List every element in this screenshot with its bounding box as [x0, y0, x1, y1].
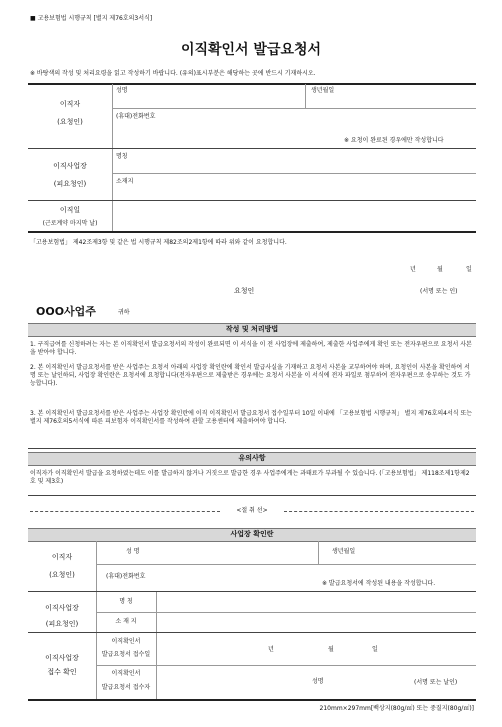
confirm-applicant-sublabel: (요청인): [49, 571, 75, 579]
row-divider: [112, 173, 476, 174]
method-bottom-border: [28, 448, 476, 449]
employer-sublabel: (피요청인): [53, 180, 87, 188]
instruction-text: ※ 바탕색의 작성 및 처리요령을 읽고 작성하기 바랍니다. (유의)표시부분은 해당하는 곳에 반드시 기재하시오.: [30, 70, 316, 77]
row-divider: [96, 564, 476, 565]
date-year: 년: [410, 266, 416, 273]
confirm-emp-addr-field[interactable]: [160, 614, 472, 630]
confirm-field-divider: [156, 592, 157, 699]
confirm-phone-field[interactable]: (휴대)전화번호: [106, 573, 146, 580]
method-item-1: 1. 구직급여를 신청하려는 자는 본 이직확인서 발급요청서의 작성이 완료되면 이 서식을 이 전 사업장에 제출하여, 제출한 사업주에게 확인 또는 전자우편으로 요청서 사본을 받아야 합니다.: [30, 341, 472, 356]
applicant-name-field[interactable]: 성명: [116, 87, 128, 94]
signature-field[interactable]: (서명 또는 인): [420, 288, 458, 295]
name-birth-divider: [305, 84, 306, 108]
cut-line-left: [30, 511, 220, 512]
caution-bottom-border: [28, 495, 476, 496]
applicant-sublabel: (요청인): [57, 118, 83, 126]
applicant-label: 이직자: [59, 100, 81, 108]
method-item-2: 2. 본 이직확인서 발급요청서를 받은 사업주는 요청서 아래의 사업장 확인란에 확인서 발급사실을 기재하고 요청서 사본을 교부하여야 하며, 요청인이 사본을 확인하여 서명 또는 날인하되, 사업장 확인란은 요청서에 요청합니다(전자우편으로 제출받은 경우에는 요청서 사본을 이 서식에 전자 파일로 첨부하여 전자우편으로 송부하는 것도 가능합니다).: [30, 364, 471, 387]
receipt-person-name[interactable]: 성명: [312, 678, 324, 685]
confirm-emp-addr-label: 소 재 지: [115, 618, 137, 625]
row-divider: [112, 108, 476, 109]
page-title: 이직확인서 발급요청서: [180, 42, 322, 58]
paper-spec: 210mm×297mm[백상지(80g/㎡) 또는 중질지(80g/㎡)]: [319, 705, 474, 712]
applicant-birth-field[interactable]: 생년월일: [311, 87, 335, 94]
confirm-bottom-border: [28, 699, 476, 701]
cut-line-label: <절 취 선>: [236, 507, 268, 514]
leave-date-sublabel: (근로계약 마지막 날): [42, 220, 98, 227]
section-divider: [28, 200, 476, 201]
employer-address-field[interactable]: 소재지: [116, 178, 134, 185]
receipt-person-label: 이직확인서: [111, 670, 141, 677]
confirm-emp-name-field[interactable]: [160, 594, 472, 610]
employer-label: 이직사업장: [53, 162, 87, 170]
confirm-employer-label: 이직사업장: [45, 604, 79, 612]
applicant-note: ※ 요청이 완료된 경우에만 작성합니다: [344, 137, 444, 144]
receipt-date-label: 이직확인서: [111, 638, 141, 645]
addressee: OOO사업주: [36, 305, 96, 318]
form-reference: ■ 고용보험법 시행규칙 [별지 제76호의3서식]: [30, 15, 153, 22]
receipt-day: 일: [372, 646, 378, 653]
section-divider: [28, 632, 476, 633]
method-title: 작성 및 처리방법: [225, 325, 279, 333]
method-item-3: 3. 본 이직확인서 발급요청서를 받은 사업주는 사업장 확인란에 이직 이직확인서 발급요청서 접수일부터 10일 이내에 「고용보험법 시행규칙」 별지 제76호의4서식 또는 별지 제76호의5서식에 따른 피보험자 이직확인서를 작성하여 관할 고용센터에 제출하여야 합니다.: [30, 410, 473, 425]
caution-text: 이직자가 이직확인서 발급을 요청하였는데도 이를 발급하지 않거나 거짓으로 발급한 경우 사업주에게는 과태료가 부과될 수 있습니다. (「고용보험법」 제118조제1항제2호 및 제3호): [30, 470, 470, 485]
cut-line-right: [284, 511, 474, 512]
confirm-name-birth-divider: [318, 541, 319, 564]
form-top-border: [28, 83, 476, 85]
receipt-sublabel: 접수 확인: [47, 668, 77, 676]
caution-title: 유의사항: [238, 454, 266, 462]
addressee-suffix: 귀하: [118, 309, 130, 316]
date-day: 일: [466, 266, 472, 273]
employer-name-field[interactable]: 명칭: [116, 153, 128, 160]
row-divider: [96, 612, 476, 613]
confirm-employer-sublabel: (피요청인): [45, 620, 79, 628]
receipt-date-sublabel: 발급요청서 접수일: [101, 651, 151, 658]
section-divider: [28, 148, 476, 149]
receipt-label: 이직사업장: [45, 654, 79, 662]
row-divider: [96, 665, 476, 666]
applicant-phone-field[interactable]: (휴대)전화번호: [116, 113, 156, 120]
confirm-emp-name-label: 명 칭: [119, 598, 133, 605]
receipt-person-sublabel: 발급요청서 접수자: [101, 684, 151, 691]
receipt-year: 년: [268, 646, 274, 653]
leave-date-label: 이직일: [59, 206, 81, 214]
form-bottom-border: [28, 231, 476, 233]
requester-label: 요청인: [234, 287, 255, 295]
receipt-month: 월: [328, 646, 334, 653]
receipt-person-sign[interactable]: (서명 또는 날인): [414, 679, 458, 686]
section-divider: [28, 591, 476, 592]
confirm-note: ※ 발급요청서에 작성된 내용을 작성합니다.: [322, 580, 436, 587]
confirm-title: 사업장 확인란: [230, 530, 274, 538]
request-statement: 「고용보험법」 제42조제3항 및 같은 법 시행규칙 제82조의2제1항에 따라 위와 같이 요청합니다.: [30, 239, 287, 246]
label-column-divider: [112, 84, 113, 232]
date-month: 월: [437, 266, 443, 273]
confirm-applicant-label: 이직자: [51, 553, 73, 561]
confirm-birth-field[interactable]: 생년월일: [332, 548, 356, 555]
confirm-name-field[interactable]: 성 명: [126, 548, 140, 555]
leave-date-field[interactable]: [116, 204, 472, 228]
